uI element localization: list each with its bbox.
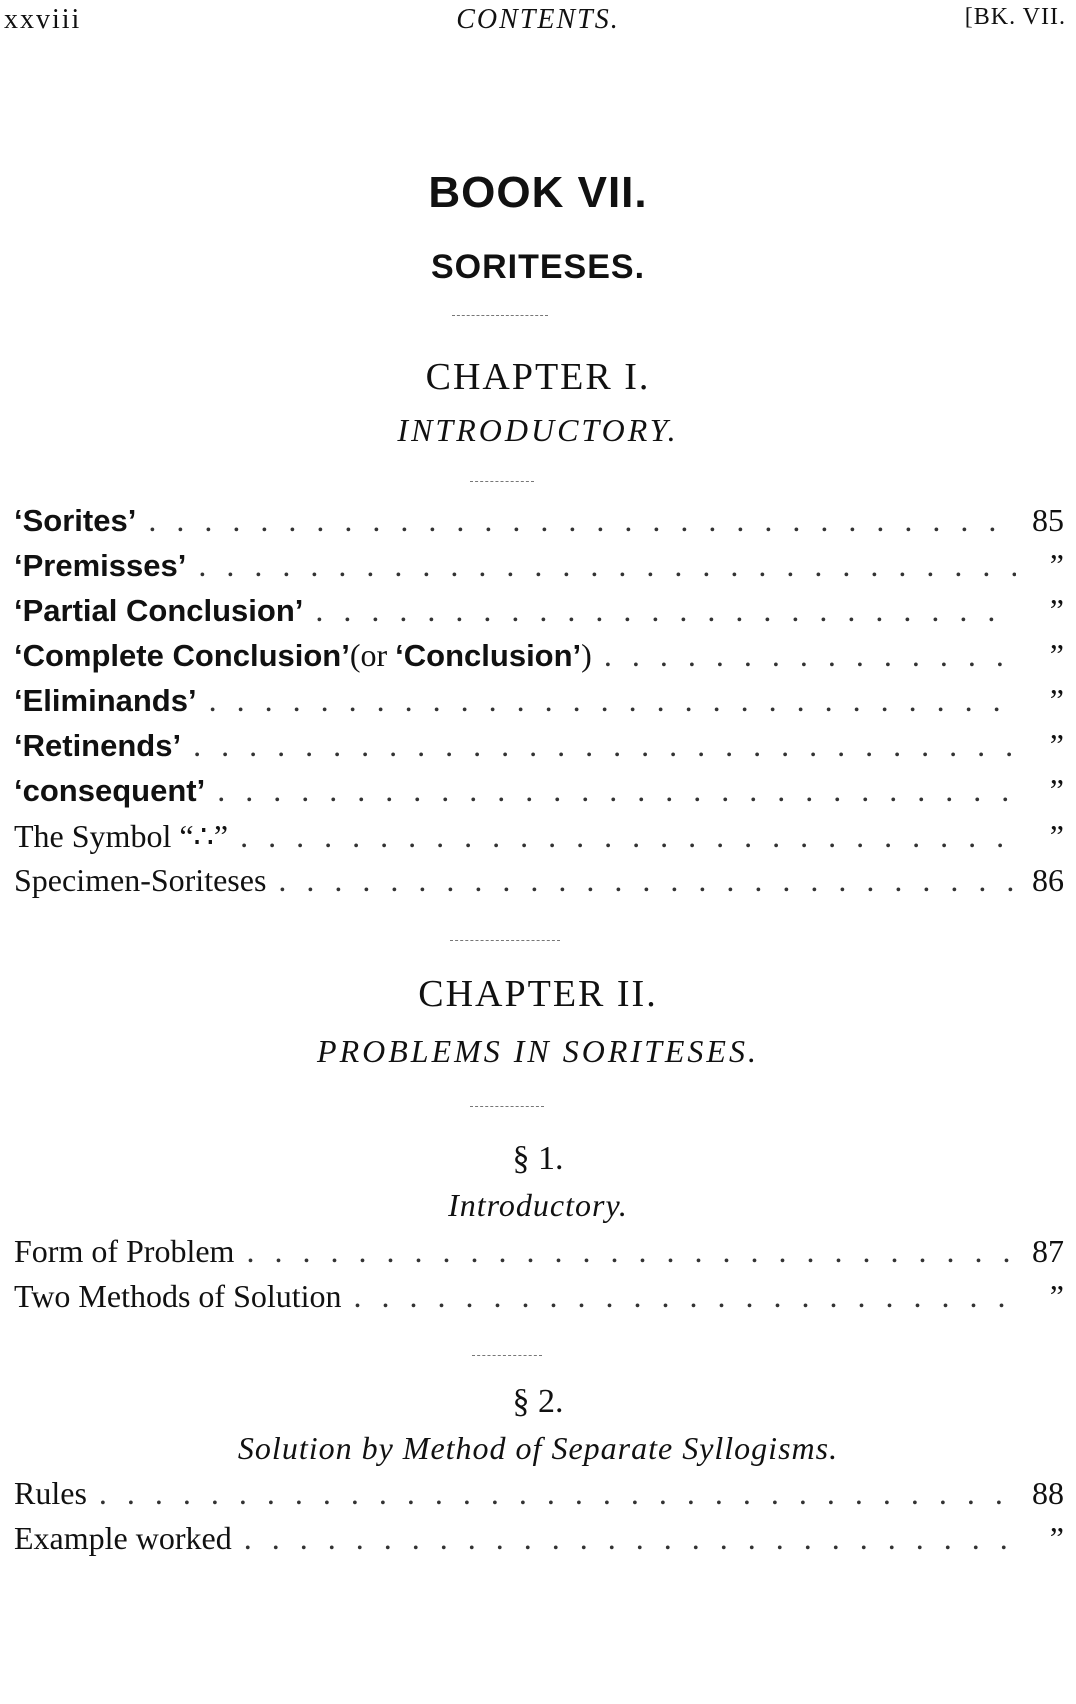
- dot-leader: [592, 637, 1016, 674]
- toc-entry[interactable]: [14, 817, 1064, 861]
- dot-leader: [303, 592, 1016, 629]
- dot-leader: [266, 862, 1016, 899]
- book-marker: [BK. VII.: [964, 4, 1066, 30]
- dot-leader: [228, 818, 1016, 855]
- toc-entry[interactable]: [14, 1233, 1064, 1277]
- entry-label: Rules: [14, 1475, 87, 1511]
- entry-label: The Symbol “∴”: [14, 818, 229, 854]
- entry-label: ‘Complete Conclusion’(or ‘Conclusion’): [14, 637, 592, 673]
- toc-entry[interactable]: [14, 547, 1064, 591]
- toc-entry[interactable]: [14, 637, 1064, 681]
- entry-label: ‘Retinends’: [14, 728, 182, 763]
- toc-entry[interactable]: [14, 727, 1064, 771]
- book-subtitle: SORITESES.: [430, 248, 646, 286]
- page-ref: 87: [1032, 1233, 1064, 1269]
- page-ref: ”: [1049, 772, 1064, 808]
- dot-leader: [181, 727, 1016, 764]
- toc-entry[interactable]: [14, 502, 1064, 546]
- section-2-title: Solution by Method of Separate Syllogisms.: [237, 1430, 839, 1466]
- toc-entry[interactable]: [14, 1520, 1064, 1564]
- toc-entry[interactable]: [14, 862, 1064, 906]
- entry-label: ‘Partial Conclusion’: [14, 593, 304, 628]
- chapter-1-subtitle: INTRODUCTORY.: [397, 412, 679, 448]
- dot-leader: [205, 772, 1016, 809]
- page-ref: ”: [1049, 547, 1064, 583]
- section-1-title: Introductory.: [448, 1187, 628, 1223]
- toc-entry[interactable]: [14, 592, 1064, 636]
- entry-label: Example worked: [14, 1520, 232, 1556]
- entry-label: ‘Sorites’: [14, 503, 137, 538]
- entry-label: Form of Problem: [14, 1233, 235, 1269]
- entry-label: Specimen-Soriteses: [14, 862, 267, 898]
- dot-leader: [232, 1520, 1016, 1557]
- page-ref: ”: [1049, 1520, 1064, 1556]
- chapter-1-heading: CHAPTER I.: [425, 356, 651, 398]
- dot-leader: [234, 1233, 1016, 1270]
- running-head: [0, 4, 1076, 44]
- dot-leader: [136, 502, 1016, 539]
- page-ref: 85: [1032, 502, 1064, 538]
- toc-entry[interactable]: [14, 682, 1064, 726]
- page-ref: ”: [1049, 727, 1064, 763]
- page-ref: ”: [1049, 682, 1064, 718]
- dot-leader: [186, 547, 1016, 584]
- toc-entry[interactable]: [14, 1475, 1064, 1519]
- page-ref: ”: [1049, 1278, 1064, 1314]
- toc-entry[interactable]: [14, 1278, 1064, 1322]
- divider: [470, 1106, 544, 1107]
- entry-label: ‘Eliminands’: [14, 683, 197, 718]
- page-ref: ”: [1049, 818, 1064, 854]
- divider: [450, 940, 560, 941]
- running-title: CONTENTS.: [456, 4, 620, 35]
- section-2-number: § 2.: [512, 1383, 564, 1420]
- book-title: BOOK VII.: [428, 168, 648, 217]
- section-1-number: § 1.: [512, 1140, 564, 1177]
- divider: [472, 1355, 542, 1356]
- page-ref: ”: [1049, 592, 1064, 628]
- dot-leader: [197, 682, 1016, 719]
- page-number: xxviii: [4, 4, 82, 35]
- dot-leader: [87, 1475, 1016, 1512]
- page-ref: 88: [1032, 1475, 1064, 1511]
- page-ref: 86: [1032, 862, 1064, 898]
- divider: [470, 481, 534, 482]
- entry-label: ‘consequent’: [14, 773, 206, 808]
- page-ref: ”: [1049, 637, 1064, 673]
- divider: [452, 315, 548, 316]
- chapter-2-subtitle: PROBLEMS IN SORITESES.: [317, 1033, 759, 1069]
- dot-leader: [342, 1278, 1016, 1315]
- toc-entry[interactable]: [14, 772, 1064, 816]
- entry-label: ‘Premisses’: [14, 548, 187, 583]
- chapter-2-heading: CHAPTER II.: [418, 973, 658, 1015]
- entry-label: Two Methods of Solution: [14, 1278, 342, 1314]
